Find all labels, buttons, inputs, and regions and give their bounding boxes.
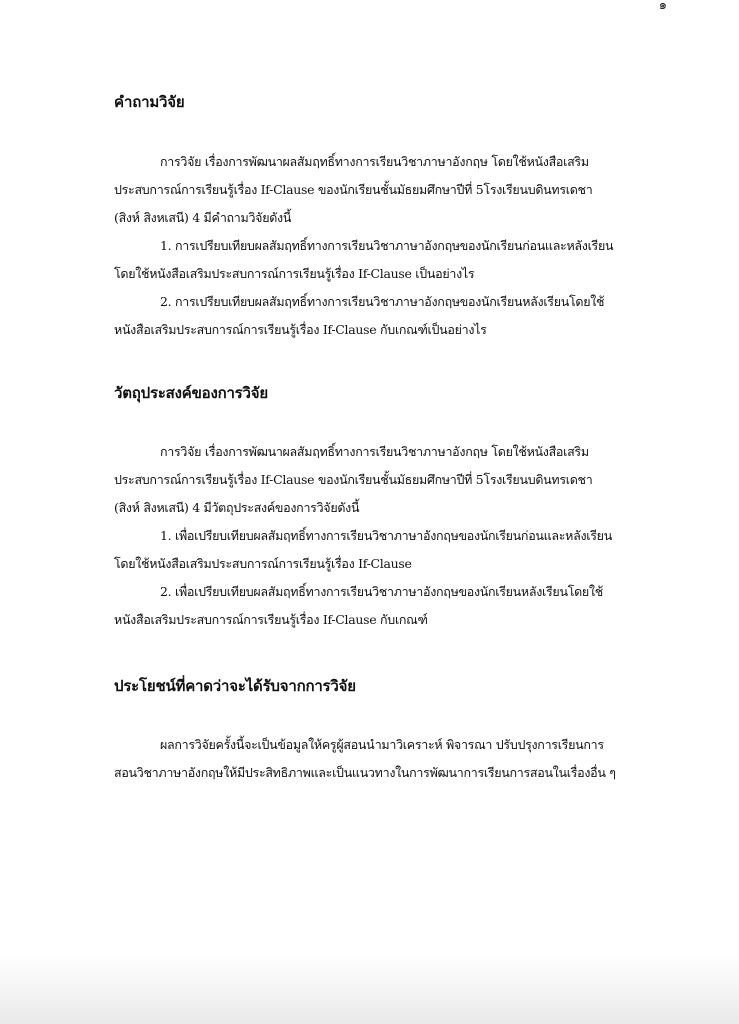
- paragraph-line: การวิจัย เรื่องการพัฒนาผลสัมฤทธิ์ทางการเรียนวิชาภาษาอังกฤษ โดยใช้หนังสือเสริม: [160, 444, 589, 459]
- list-item-line: หนังสือเสริมประสบการณ์การเรียนรู้เรื่อง If-Clause กับเกณฑ์เป็นอย่างไร: [114, 322, 487, 337]
- list-item-line: โดยใช้หนังสือเสริมประสบการณ์การเรียนรู้เรื่อง If-Clause เป็นอย่างไร: [114, 266, 475, 281]
- paragraph-line: (สิงห์ สิงหเสนี) 4 มีวัตถุประสงค์ของการวิจัยดังนี้: [114, 500, 360, 515]
- paragraph-line: การวิจัย เรื่องการพัฒนาผลสัมฤทธิ์ทางการเรียนวิชาภาษาอังกฤษ โดยใช้หนังสือเสริม: [160, 154, 589, 169]
- paragraph-line: ประสบการณ์การเรียนรู้เรื่อง If-Clause ของนักเรียนชั้นมัธยมศึกษาปีที่ 5โรงเรียนบดินทรเดชา: [114, 472, 593, 487]
- list-item-line: โดยใช้หนังสือเสริมประสบการณ์การเรียนรู้เรื่อง If-Clause: [114, 556, 412, 571]
- list-item-line: 1. เพื่อเปรียบเทียบผลสัมฤทธิ์ทางการเรียนวิชาภาษาอังกฤษของนักเรียนก่อนและหลังเรียน: [160, 528, 612, 543]
- paragraph-line: (สิงห์ สิงหเสนี) 4 มีคำถามวิจัยดังนี้: [114, 210, 292, 225]
- research-objectives-heading: วัตถุประสงค์ของการวิจัย: [114, 384, 268, 402]
- paragraph-line: ผลการวิจัยครั้งนี้จะเป็นข้อมูลให้ครูผู้สอนนำมาวิเคราะห์ พิจารณา ปรับปรุงการเรียนการ: [160, 737, 604, 752]
- expected-benefits-heading: ประโยชน์ที่คาดว่าจะได้รับจากการวิจัย: [114, 677, 356, 695]
- list-item-line: 1. การเปรียบเทียบผลสัมฤทธิ์ทางการเรียนวิชาภาษาอังกฤษของนักเรียนก่อนและหลังเรียน: [160, 238, 614, 253]
- list-item-line: 2. เพื่อเปรียบเทียบผลสัมฤทธิ์ทางการเรียนวิชาภาษาอังกฤษของนักเรียนหลังเรียนโดยใช้: [160, 584, 603, 599]
- list-item-line: หนังสือเสริมประสบการณ์การเรียนรู้เรื่อง If-Clause กับเกณฑ์: [114, 612, 428, 627]
- paragraph-line: ประสบการณ์การเรียนรู้เรื่อง If-Clause ของนักเรียนชั้นมัธยมศึกษาปีที่ 5โรงเรียนบดินทรเดชา: [114, 182, 593, 197]
- paragraph-line: สอนวิชาภาษาอังกฤษให้มีประสิทธิภาพและเป็นแนวทางในการพัฒนาการเรียนการสอนในเรื่องอื่น ๆ: [114, 765, 616, 780]
- list-item-line: 2. การเปรียบเทียบผลสัมฤทธิ์ทางการเรียนวิชาภาษาอังกฤษของนักเรียนหลังเรียนโดยใช้: [160, 294, 605, 309]
- research-questions-heading: คำถามวิจัย: [114, 93, 185, 111]
- page-number: ๑: [658, 0, 667, 13]
